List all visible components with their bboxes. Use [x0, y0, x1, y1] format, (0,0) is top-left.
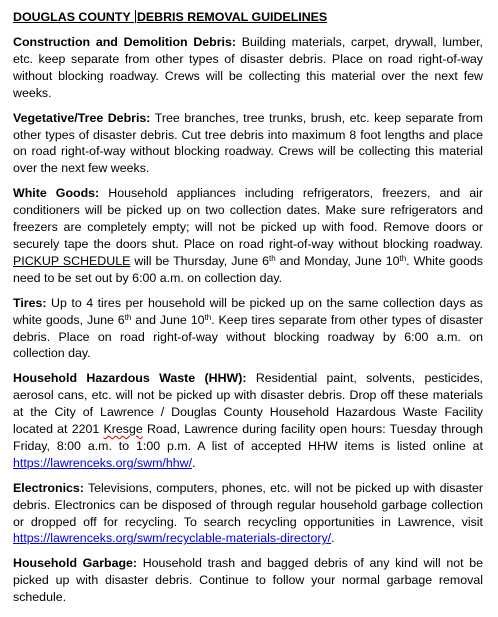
section-text: Household trash and bagged debris of any kind will not be picked up with disaster debris. Continue to follow your normal garbage removal schedule. [13, 556, 483, 605]
section-white-goods [13, 185, 483, 286]
pickup-schedule-label: PICKUP SCHEDULE [13, 253, 131, 268]
section-text: will be Thursday, June 6 [130, 253, 269, 268]
ordinal-suffix: th [268, 253, 276, 263]
section-text: Up to 4 tires per household will be picked up on the same collection days as white goods, June 6 [13, 295, 483, 327]
section-text: Residential paint, solvents, pesticides, aerosol cans, etc. will not be picked up with disaster debris. Drop off these materials at the City of Lawrence / Douglas County Household Hazardous Waste Facility located at 2201 [13, 371, 483, 437]
document-title [13, 9, 483, 25]
section-construction [13, 34, 483, 102]
section-label: Household Garbage: [13, 556, 138, 571]
hhw-link[interactable]: https://lawrenceks.org/swm/hhw/ [13, 455, 193, 470]
section-label: Electronics: [13, 480, 84, 495]
section-text: . [331, 531, 335, 546]
section-text: . Keep tires separate from other types of disaster debris. Place on road right-of-way without blocking roadway by 6:00 a.m. on collection day. [13, 312, 484, 361]
section-text: Televisions, computers, phones, etc. will not be picked up with disaster debris. Electronics can be disposed of through regular household garbage collection or dropped off for recycling. To search recycling opportunities in Lawrence, visit [13, 480, 483, 529]
ordinal-suffix: th [399, 253, 407, 263]
title-part-1: DOUGLAS COUNTY [13, 10, 134, 24]
section-tires [13, 295, 483, 363]
section-household-garbage [13, 555, 483, 606]
ordinal-suffix: th [204, 312, 212, 322]
section-label: White Goods: [13, 186, 100, 201]
ordinal-suffix: th [124, 312, 132, 322]
section-text: . White goods need to be set out by 6:00 a.m. on collection day. [13, 253, 483, 285]
section-text: Household appliances including refrigerators, freezers, and air conditioners will be picked up on two collection dates. Make sure refrigerators and freezers are completely empty; will not be picked up with food. Remove doors or securely tape the doors shut. Place on road right-of-way without blocking roadway. [13, 186, 484, 251]
spellcheck-flagged-word[interactable]: Kresge [103, 422, 143, 437]
section-text: and Monday, June 10 [275, 253, 400, 268]
text-cursor [135, 10, 136, 23]
section-text: and June 10 [131, 312, 205, 327]
section-label: Construction and Demolition Debris: [13, 35, 237, 49]
document-page [13, 9, 483, 614]
section-text: Road, Lawrence during facility open hours: Tuesday through Friday, 8:00 a.m. to 1:00 p.m. A list of accepted HHW items is listed online at [13, 422, 483, 453]
section-text: Tree branches, tree trunks, brush, etc. keep separate from other types of disaster debris. Cut tree debris into maximum 8 foot lengths and place on road right-of-way without blocking roadway. Crews will be collecting this material over the next few weeks. [13, 110, 483, 176]
section-label: Vegetative/Tree Debris: [13, 110, 151, 125]
title-part-2: DEBRIS REMOVAL GUIDELINES [136, 10, 328, 24]
section-vegetative [13, 110, 483, 178]
recycling-directory-link[interactable]: https://lawrenceks.org/swm/recyclable-materials-directory/ [13, 531, 332, 546]
section-text: Building materials, carpet, drywall, lumber, etc. keep separate from other types of disaster debris. Place on road right-of-way without blocking roadway. Crews will be collecting this material over the next few weeks. [13, 35, 483, 100]
section-electronics [13, 480, 483, 548]
section-label: Tires: [13, 295, 47, 310]
section-text: . [192, 455, 196, 470]
section-hhw [13, 370, 483, 471]
section-label: Household Hazardous Waste (HHW): [13, 371, 247, 386]
